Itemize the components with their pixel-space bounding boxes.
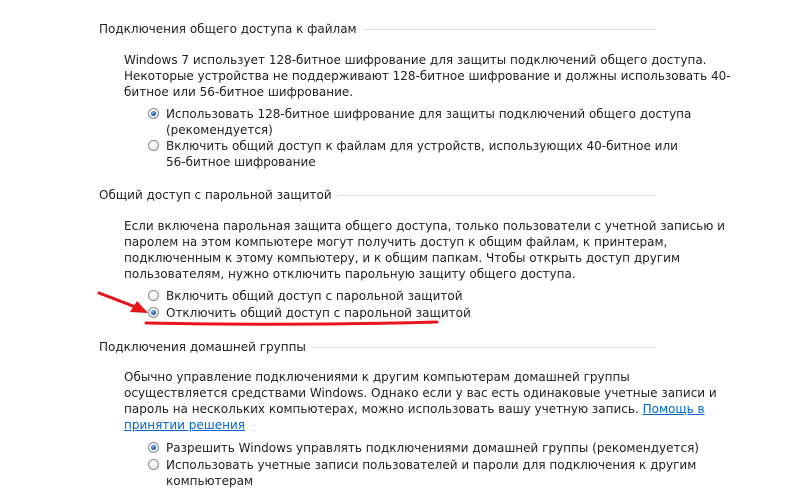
section-header-homegroup — [99, 339, 656, 355]
section-header-file-sharing — [99, 21, 656, 37]
section-title: Подключения общего доступа к файлам — [99, 21, 363, 37]
radio-label[interactable]: Использовать 128-битное шифрование для защиты подключений общего доступа (рекомендуется) — [166, 107, 692, 137]
section-description: Windows 7 использует 128-битное шифрование для защиты подключений общего доступа. Некоторые устройства не поддерживают 128-битное шифрование и должны использовать 40- битное или 56-битное шифрование. — [124, 53, 731, 99]
radio-button-selected[interactable] — [148, 307, 159, 318]
help-decision-link-continued[interactable]: принятии решения — [124, 418, 245, 432]
red-underline-annotation — [146, 322, 437, 324]
radio-button[interactable] — [148, 140, 159, 151]
red-arrow-annotation — [99, 293, 148, 313]
section-description: Обычно управление подключениями к другим компьютерам домашней группы осуществляется средствами Windows. Однако если у вас есть одинаковые учетные записи и пароль на нескольких компьютерах, можно использовать вашу учетную запись. Помощь в принятии решения — [124, 370, 717, 432]
radio-label[interactable]: Разрешить Windows управлять подключениями домашней группы (рекомендуется) — [166, 441, 699, 455]
section-title: Общий доступ с парольной защитой — [99, 187, 338, 203]
radio-button-selected[interactable] — [148, 442, 159, 453]
radio-label[interactable]: Включить общий доступ к файлам для устройств, использующих 40-битное или 56-битное шифрование — [166, 139, 678, 169]
radio-label[interactable]: Включить общий доступ с парольной защитой — [166, 289, 463, 303]
radio-label[interactable]: Использовать учетные записи пользователей и пароли для подключения к другим компьютерам — [166, 458, 697, 488]
radio-button-selected[interactable] — [148, 108, 159, 119]
help-decision-link[interactable]: Помощь в — [642, 402, 705, 416]
radio-button[interactable] — [148, 290, 159, 301]
radio-label[interactable]: Отключить общий доступ с парольной защитой — [166, 306, 471, 320]
section-title: Подключения домашней группы — [99, 339, 312, 355]
radio-button[interactable] — [148, 459, 159, 470]
section-description: Если включена парольная защита общего доступа, только пользователи с учетной записью и паролем на этом компьютере могут получить доступ к общим файлам, к принтерам, подключенным к этому компьютеру, и к общим папкам. Чтобы открыть доступ другим пользователям, нужно отключить парольную защиту общего доступа. — [124, 219, 725, 281]
section-header-password-protected — [99, 187, 656, 203]
top-cutoff-link[interactable] — [124, 0, 454, 2]
